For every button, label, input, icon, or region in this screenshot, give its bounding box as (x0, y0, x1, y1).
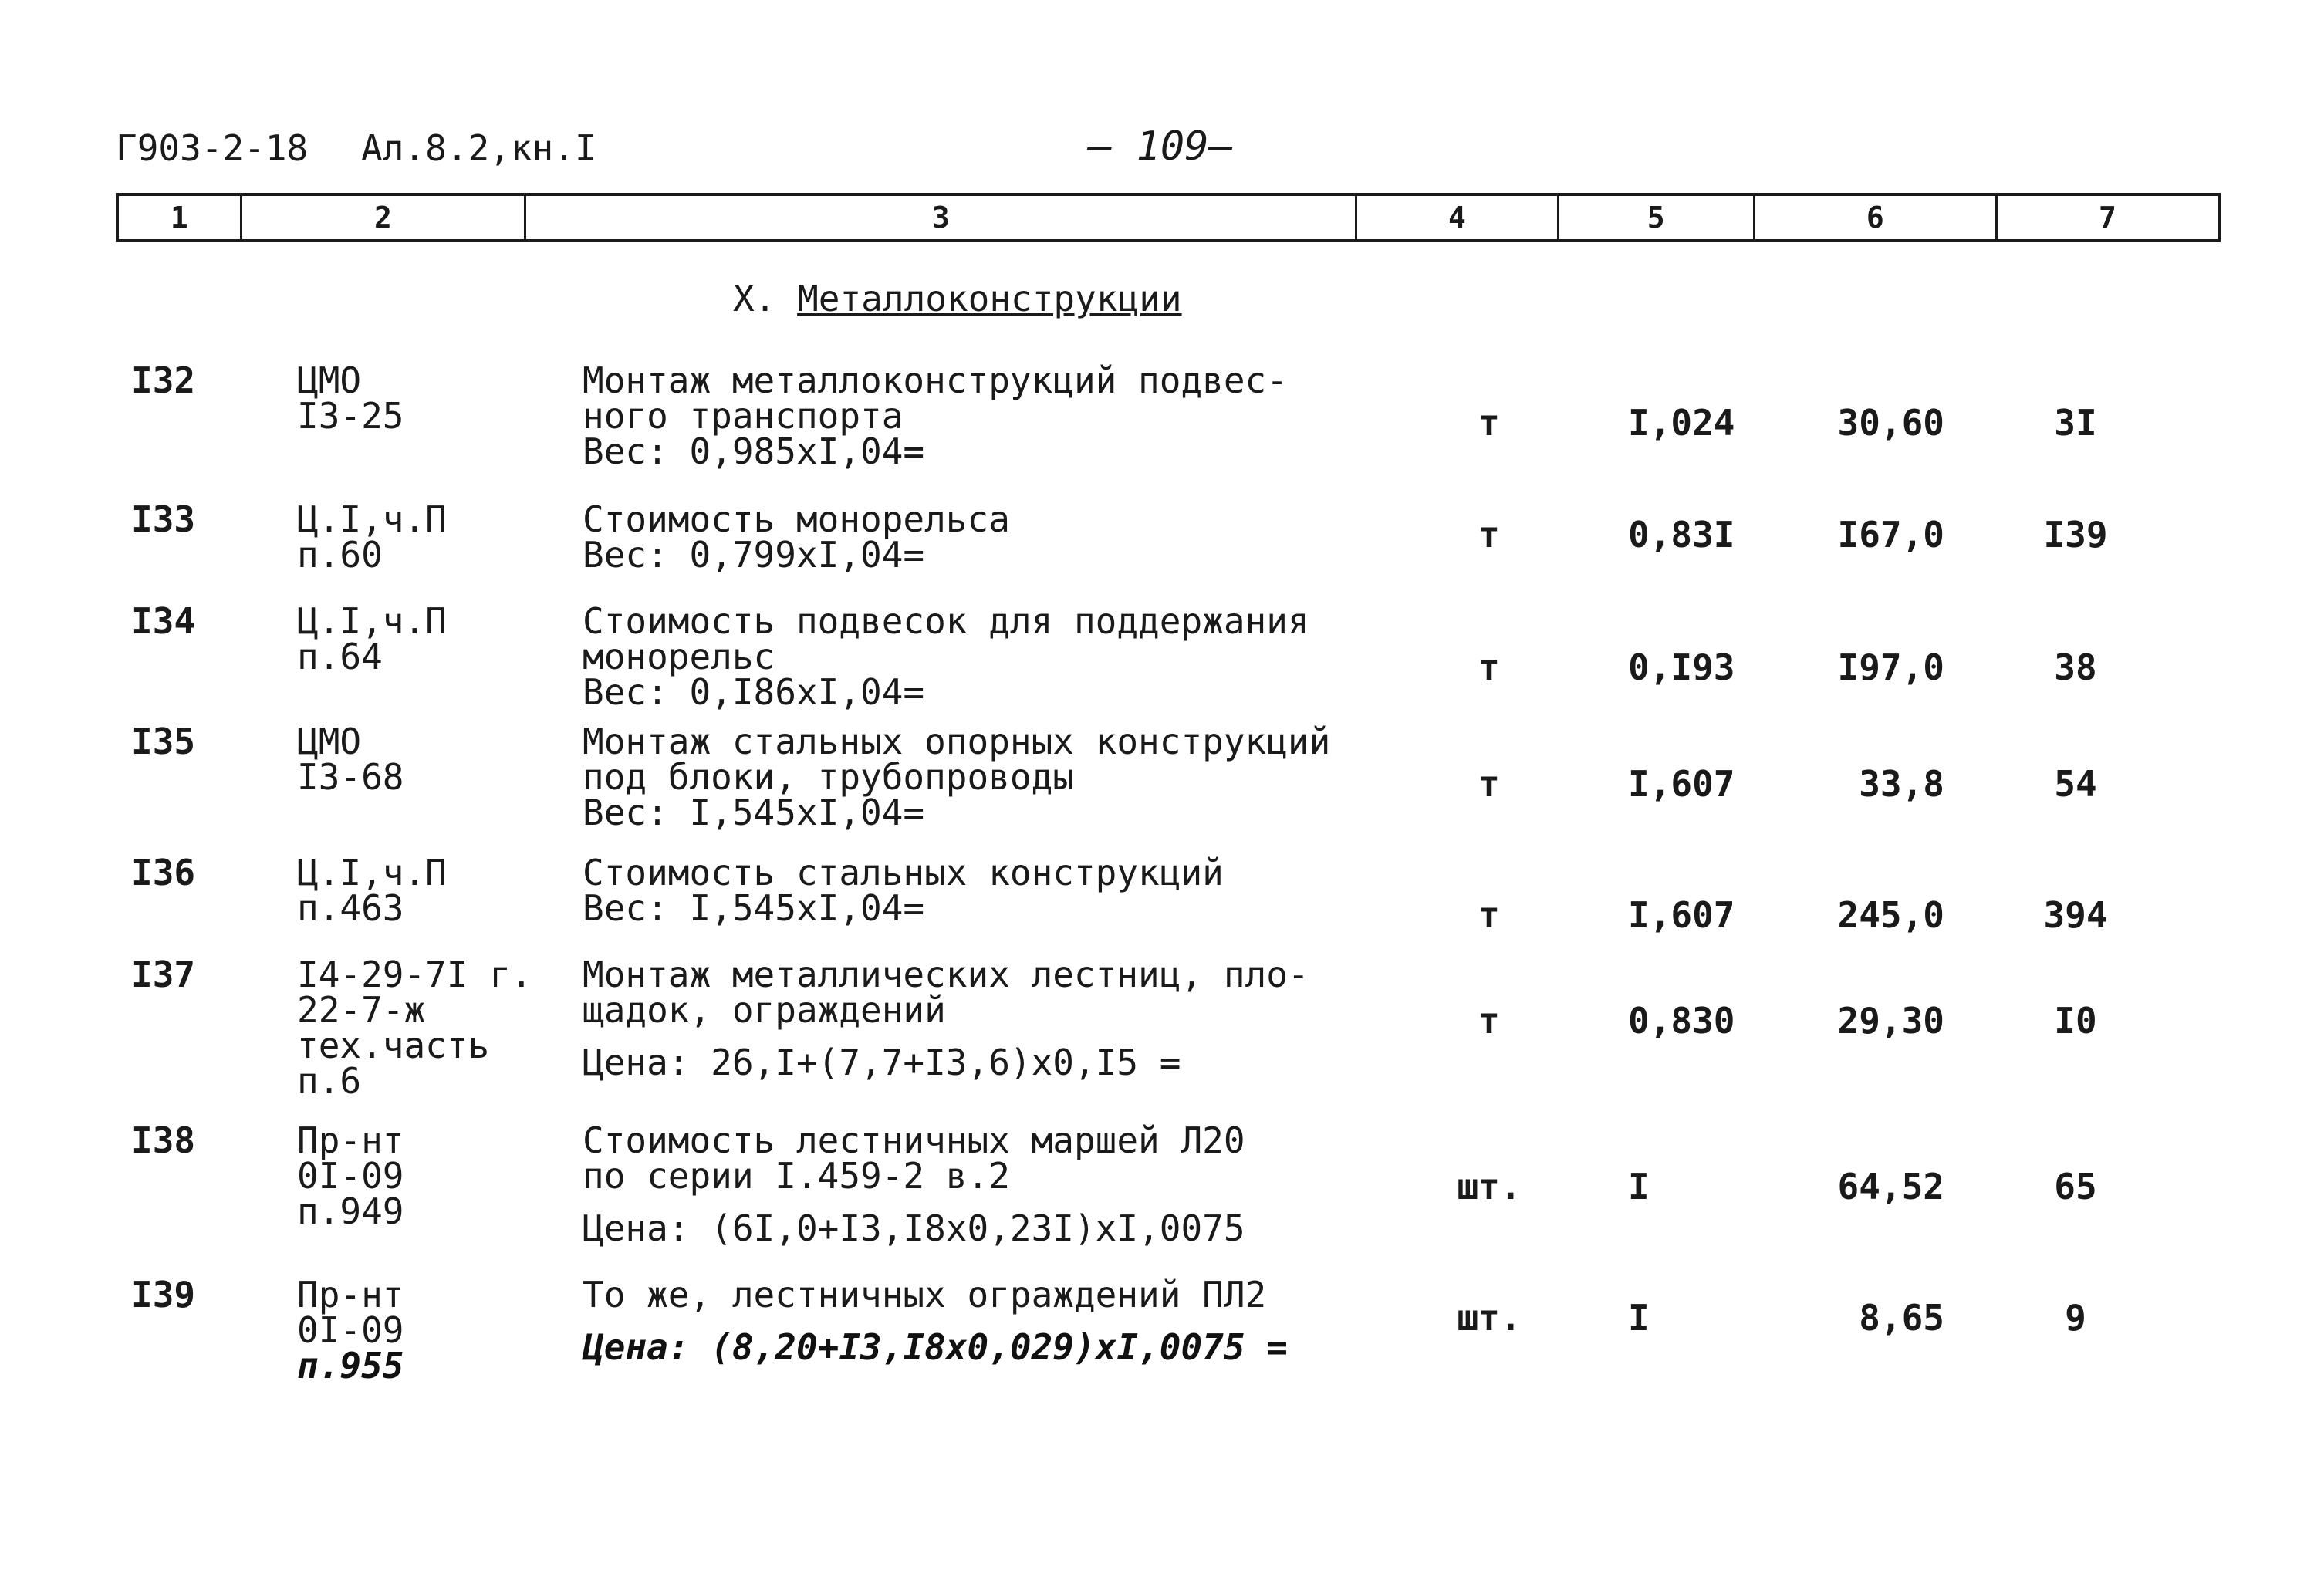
row-price: 8,65 (1859, 1297, 1944, 1339)
row-quantity: 0,I93 (1628, 647, 1735, 688)
row-price: 30,60 (1837, 402, 1944, 444)
price-formula: Цена: (6I,0+I3,I8х0,23I)хI,0075 (583, 1207, 1245, 1249)
row-code (297, 360, 404, 437)
row-number: I36 (131, 852, 196, 893)
row-code (297, 852, 447, 929)
row-number: I35 (131, 721, 196, 762)
row-price: 29,30 (1837, 1000, 1944, 1042)
row-quantity: 0,83I (1628, 514, 1735, 556)
row-number: I38 (131, 1120, 196, 1161)
row-quantity: I (1628, 1297, 1650, 1339)
row-total: I0 (2054, 1000, 2097, 1042)
code-line: п.949 (297, 1190, 404, 1232)
row-code (297, 498, 447, 576)
description-line: То же, лестничных ограждений ПЛ2 (583, 1274, 1267, 1315)
code-line: тех.часть (297, 1025, 490, 1066)
description-line: монорельс (583, 636, 775, 677)
description-line: Стоимость стальных конструкций (583, 852, 1224, 893)
row-description (583, 600, 1309, 713)
row-number: I37 (131, 954, 196, 995)
row-description (583, 1274, 1288, 1368)
row-description (583, 954, 1309, 1083)
column-header-4: 4 (1357, 196, 1559, 239)
code-line: Пр-нт (297, 1274, 404, 1315)
code-line: Пр-нт (297, 1120, 404, 1161)
description-line: Вес: I,545хI,04= (583, 792, 925, 833)
row-unit: т (1478, 514, 1500, 556)
price-formula: Цена: 26,I+(7,7+I3,6)х0,I5 = (583, 1042, 1181, 1083)
column-number-bar (116, 193, 2221, 242)
row-total: 394 (2043, 894, 2108, 936)
row-description (583, 852, 1224, 929)
description-line: ного транспорта (583, 395, 904, 437)
code-line: ЦМО (297, 721, 362, 762)
row-quantity: I (1628, 1166, 1650, 1207)
column-header-7: 7 (2098, 201, 2116, 235)
column-header-3: 3 (526, 196, 1357, 239)
page-number: — 109— (1088, 123, 1233, 170)
code-line: Ц.I,ч.П (297, 498, 447, 540)
row-price: 245,0 (1837, 894, 1944, 936)
row-code (297, 1274, 404, 1386)
row-total: I39 (2043, 514, 2108, 556)
description-line: щадок, ограждений (583, 989, 946, 1031)
code-line: п.60 (297, 534, 383, 576)
row-number: I32 (131, 360, 196, 401)
row-unit: т (1478, 1000, 1500, 1042)
row-unit: т (1478, 402, 1500, 444)
row-quantity: 0,830 (1628, 1000, 1735, 1042)
row-number: I33 (131, 498, 196, 540)
description-line: Стоимость подвесок для поддержания (583, 600, 1309, 642)
code-line: I3-68 (297, 756, 404, 798)
code-line: 22-7-ж (297, 989, 426, 1031)
column-header-2: 2 (242, 196, 527, 239)
price-formula: Цена: (8,20+I3,I8х0,029)хI,0075 = (583, 1326, 1288, 1368)
description-line: Монтаж металлоконструкций подвес- (583, 360, 1288, 401)
section-title: Металлоконструкции (797, 278, 1182, 319)
row-number: I39 (131, 1274, 196, 1315)
code-line: I3-25 (297, 395, 404, 437)
description-line: Стоимость лестничных маршей Л20 (583, 1120, 1245, 1161)
description-line: Вес: 0,985хI,04= (583, 431, 925, 472)
row-unit: т (1478, 763, 1500, 805)
description-line: Вес: 0,I86хI,04= (583, 671, 925, 713)
code-line: п.955 (297, 1345, 404, 1386)
row-unit: шт. (1457, 1297, 1522, 1339)
row-price: I67,0 (1837, 514, 1944, 556)
code-line: 0I-09 (297, 1309, 404, 1351)
code-line: Ц.I,ч.П (297, 852, 447, 893)
section-heading (733, 278, 1182, 319)
description-line: по серии I.459-2 в.2 (583, 1155, 1010, 1197)
code-line: п.463 (297, 887, 404, 929)
document-reference: Ал.8.2,кн.I (361, 127, 596, 169)
row-total: 3I (2054, 402, 2097, 444)
code-line: I4-29-7I г. (297, 954, 532, 995)
column-header-5: 5 (1559, 196, 1755, 239)
row-description (583, 360, 1288, 472)
description-line: Стоимость монорельса (583, 498, 1010, 540)
row-code (297, 721, 404, 798)
code-line: 0I-09 (297, 1155, 404, 1197)
row-total: 38 (2054, 647, 2097, 688)
row-total: 9 (2065, 1297, 2086, 1339)
row-price: 64,52 (1837, 1166, 1944, 1207)
document-code: Г903-2-18 (116, 127, 309, 169)
row-description (583, 721, 1331, 833)
description-line: Вес: 0,799хI,04= (583, 534, 925, 576)
row-description (583, 1120, 1245, 1249)
code-line: Ц.I,ч.П (297, 600, 447, 642)
row-quantity: I,024 (1628, 402, 1735, 444)
row-code (297, 954, 532, 1102)
row-number: I34 (131, 600, 196, 642)
row-quantity: I,607 (1628, 894, 1735, 936)
code-line: п.64 (297, 636, 383, 677)
description-line: Вес: I,545хI,04= (583, 887, 925, 929)
row-unit: т (1478, 894, 1500, 936)
code-line: ЦМО (297, 360, 362, 401)
row-unit: т (1478, 647, 1500, 688)
description-line: Монтаж металлических лестниц, пло- (583, 954, 1309, 995)
description-line: Монтаж стальных опорных конструкций (583, 721, 1331, 762)
column-header-6: 6 (1755, 196, 1998, 239)
code-line: п.6 (297, 1060, 362, 1102)
row-code (297, 1120, 404, 1232)
row-code (297, 600, 447, 677)
column-header-1: 1 (119, 196, 242, 239)
row-description (583, 498, 1010, 576)
section-number: X. (733, 278, 776, 319)
description-line: под блоки, трубопроводы (583, 756, 1074, 798)
row-total: 65 (2054, 1166, 2097, 1207)
row-price: I97,0 (1837, 647, 1944, 688)
row-unit: шт. (1457, 1166, 1522, 1207)
row-total: 54 (2054, 763, 2097, 805)
row-price: 33,8 (1859, 763, 1944, 805)
row-quantity: I,607 (1628, 763, 1735, 805)
